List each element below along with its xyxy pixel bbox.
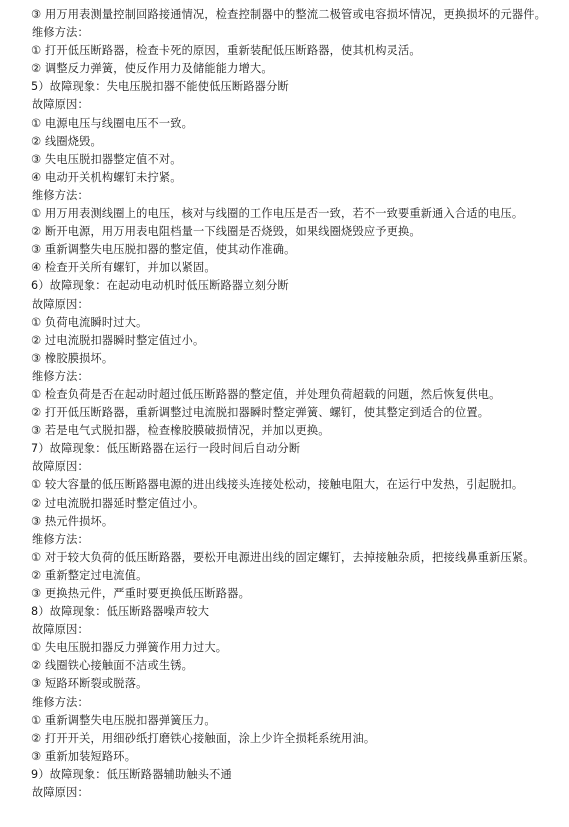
subheading: 维修方法： [32,532,89,546]
section-heading: 8）故障现象：低压断路器噪声较大 [31,605,210,619]
text-line: ② 重新整定过电流值。 [31,568,148,582]
section-heading: 6）故障现象：在起动电动机时低压断路器立刻分断 [31,279,289,293]
text-line: ② 过电流脱扣器瞬时整定值过小。 [31,333,205,347]
text-line: ③ 橡胶膜损坏。 [31,351,114,365]
subheading: 故障原因： [32,297,89,311]
text-line: ① 用万用表测线圈上的电压，核对与线圈的工作电压是否一致，若不一致要重新通入合适的电压。 [31,207,524,221]
text-line: ① 重新调整失电压脱扣器弹簧压力。 [31,713,216,727]
subheading: 故障原因： [32,98,89,112]
text-line: ① 检查负荷是否在起动时超过低压断路器的整定值，并处理负荷超载的问题，然后恢复供电。 [31,387,501,401]
text-line: ② 过电流脱扣器延时整定值过小。 [31,496,205,510]
text-line: ③ 重新调整失电压脱扣器的整定值，使其动作准确。 [31,243,296,257]
section-heading: 7）故障现象：低压断路器在运行一段时间后自动分断 [31,442,301,456]
subheading: 维修方法： [32,695,89,709]
text-line: ② 打开低压断路器，重新调整过电流脱扣器瞬时整定弹簧、螺钉，使其整定到适合的位置。 [31,406,490,420]
subheading: 维修方法： [32,188,89,202]
text-line: ④ 电动开关机构螺钉未拧紧。 [31,170,182,184]
text-line: ① 对于较大负荷的低压断路器，要松开电源进出线的固定螺钉，去掉接触杂质，把接线鼻重新压紧。 [31,550,535,564]
text-line: ② 调整反力弹簧，使反作用力及储能能力增大。 [31,62,273,76]
text-line: ③ 短路环断裂或脱落。 [31,677,148,691]
subheading: 故障原因： [32,623,89,637]
section-heading: 5）故障现象：失电压脱扣器不能使低压断路器分断 [31,80,289,94]
text-line: ② 线圈烧毁。 [31,134,102,148]
text-line: ③ 热元件损坏。 [31,514,114,528]
text-line: ③ 重新加装短路环。 [31,749,137,763]
subheading: 故障原因： [32,786,89,800]
text-line: ③ 更换热元件，严重时要更换低压断路器。 [31,587,250,600]
text-line: ② 线圈铁心接触面不洁或生锈。 [31,659,194,673]
text-line: ② 断开电源，用万用表电阻档量一下线圈是否烧毁，如果线圈烧毁应予更换。 [31,225,421,239]
text-line: ④ 检查开关所有螺钉，并加以紧固。 [31,261,216,275]
text-line: ③ 用万用表测量控制回路接通情况，检查控制器中的整流二极管或电容损坏情况，更换损坏的元器件。 [31,8,547,21]
text-line: ② 打开开关，用细砂纸打磨铁心接触面，涂上少许全损耗系统用油。 [31,731,376,745]
text-line: ③ 失电压脱扣器整定值不对。 [31,152,182,166]
text-line: ① 打开低压断路器，检查卡死的原因，重新装配低压断路器，使其机构灵活。 [31,44,421,58]
text-line: ① 较大容量的低压断路器电源的进出线接头连接处松动，接触电阻大，在运行中发热，引起脱扣。 [31,478,524,492]
section-heading: 9）故障现象：低压断路器辅助触头不通 [31,767,232,781]
subheading: 故障原因： [32,460,89,474]
text-line: ① 电源电压与线圈电压不一致。 [31,116,194,130]
subheading: 维修方法： [32,369,89,383]
subheading: 维修方法： [32,26,89,40]
text-line: ① 负荷电流瞬时过大。 [31,315,148,329]
text-line: ① 失电压脱扣器反力弹簧作用力过大。 [31,641,228,655]
text-line: ③ 若是电气式脱扣器，检查橡胶膜破损情况，并加以更换。 [31,424,330,438]
